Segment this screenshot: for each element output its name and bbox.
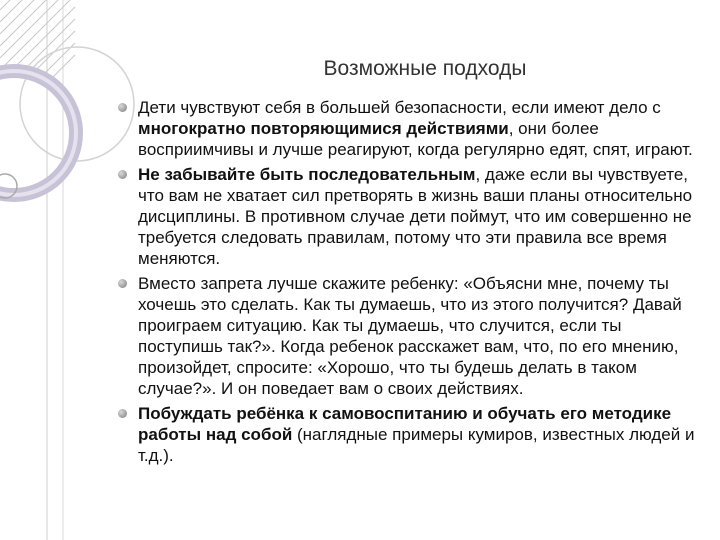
purple-ring-highlight <box>0 71 76 195</box>
bullet-item <box>118 164 704 269</box>
hatched-strip <box>0 0 75 78</box>
large-ring <box>20 47 134 161</box>
bullet-text-bold: многократно повторяющимися действиями <box>138 119 509 138</box>
bullet-text-bold: Не забывайте быть последовательным <box>138 165 476 184</box>
bullet-dot-icon <box>118 409 127 418</box>
small-ring <box>0 174 17 198</box>
bullet-text-bold: Побуждать ребёнка к самовоспитанию и обучать его методике работы над собой <box>138 404 672 444</box>
slide-title: Возможные подходы <box>323 57 527 80</box>
purple-ring <box>0 71 76 195</box>
bullet-item <box>118 97 704 160</box>
bullet-dot-icon <box>118 103 127 112</box>
bullet-item <box>118 403 704 466</box>
bullet-dot-icon <box>118 170 127 179</box>
bullet-text: Дети чувствуют себя в большей безопасности, если имеют дело с <box>138 98 661 117</box>
bullet-text: , они более восприимчивы и лучше реагируют, когда регулярно едят, спят, играют. <box>138 119 693 159</box>
bullet-list <box>118 97 704 470</box>
bullet-text: (наглядные примеры кумиров, известных людей и т.д.). <box>138 425 695 465</box>
bullet-text: Вместо запрета лучше скажите ребенку: «Объясни мне, почему ты хочешь это сделать. Как ты думаешь, что из этого получится? Давай проиграем ситуацию. Как ты думаешь, что случится, если ты поступишь так?». Когда ребенок расскажет вам, что, по его мнению, произойдет, спросите: «Хорошо, что ты будешь делать в таком случае?». И он поведает вам о своих действиях. <box>138 274 682 398</box>
bullet-text: , даже если вы чувствуете, что вам не хватает сил претворять в жизнь ваши планы относительно дисциплины. В противном случае дети поймут, что им совершенно не требуется следовать правилам, потому что эти правила все время меняются. <box>138 165 693 268</box>
bullet-dot-icon <box>118 279 127 288</box>
bullet-item <box>118 273 704 399</box>
